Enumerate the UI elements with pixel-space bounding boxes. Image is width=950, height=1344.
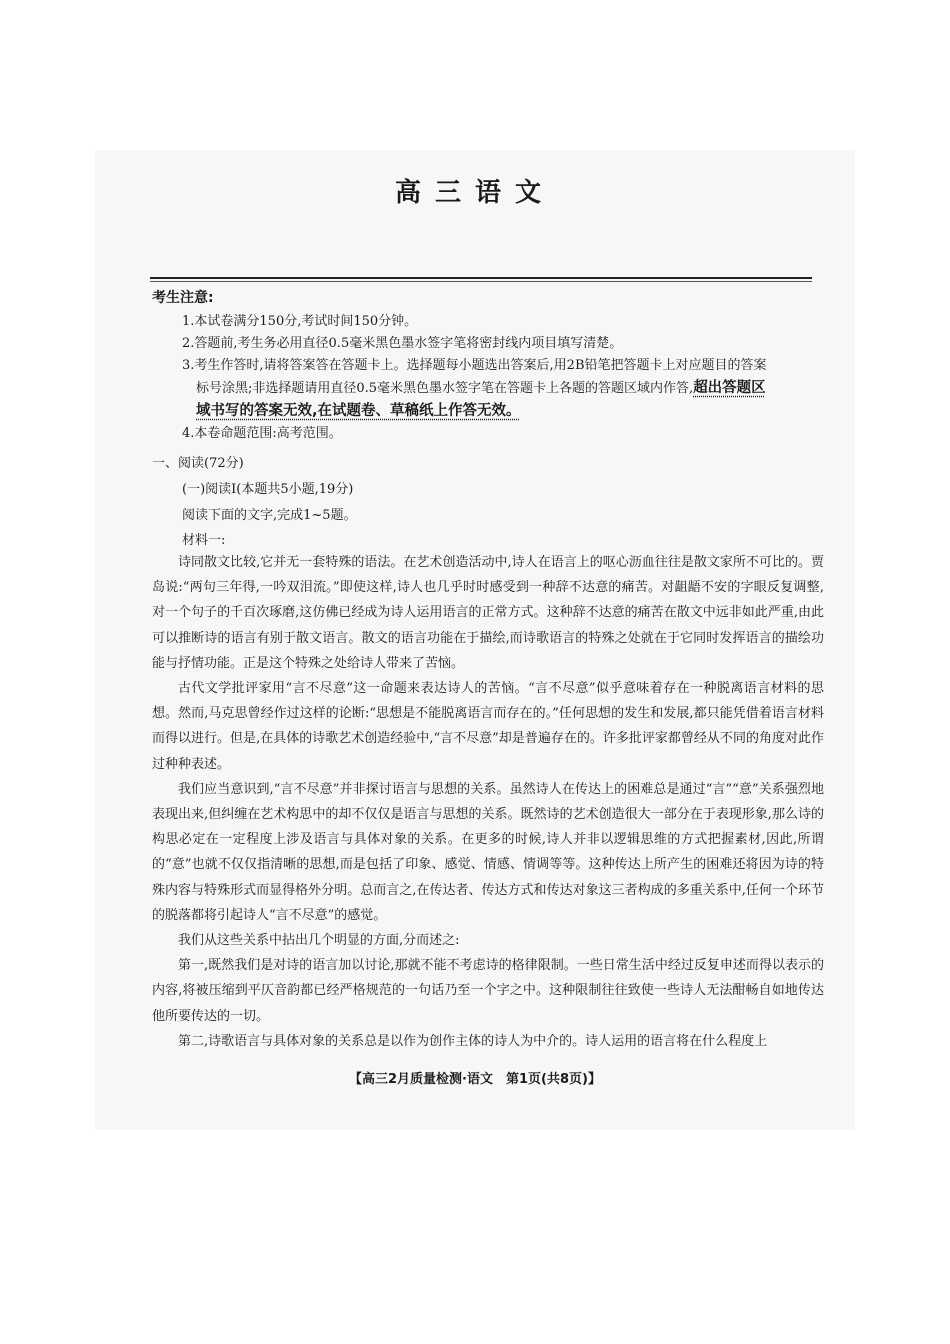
paragraph: 第二,诗歌语言与具体对象的关系总是以作为创作主体的诗人为中介的。诗人运用的语言将在什么程度上 — [178, 1033, 768, 1049]
notice-item: 1.本试卷满分150分,考试时间150分钟。 — [182, 314, 418, 329]
paragraph: 第一,既然我们是对诗的语言加以讨论,那就不能不考虑诗的格律限制。一些日常生活中经过反复申述而得以表示的内容,将被压缩到平仄音韵都已经严格规范的一句话乃至一个字之中。这种限制往往致使一些诗人无法酣畅自如地传达他所要传达的一切。 — [152, 958, 824, 1024]
paragraph: 古代文学批评家用“言不尽意”这一命题来表达诗人的苦恼。“言不尽意”似乎意味着存在一种脱离语言材料的思想。然而,马克思曾经作过这样的论断:“思想是不能脱离语言而存在的。”任何思想的发生和发展,都只能凭借着语言材料而得以进行。但是,在具体的诗歌艺术创造经验中,“言不尽意”却是普遍存在的。许多批评家都曾经从不同的角度对此作过种种表述。 — [152, 681, 824, 772]
exam-notice — [152, 287, 822, 445]
page-title: 高三语文 — [394, 178, 555, 208]
header-rule-thin — [150, 281, 812, 282]
header-rule — [150, 277, 812, 279]
paragraph: 我们从这些关系中拈出几个明显的方面,分而述之: — [178, 933, 460, 949]
notice-item: 3.考生作答时,请将答案答在答题卡上。选择题每小题选出答案后,用2B铅笔把答题卡上对应题目的答案 — [182, 358, 767, 373]
paragraph: 诗同散文比较,它并无一套特殊的语法。在艺术创造活动中,诗人在语言上的呕心沥血往往是散文家所不可比的。贾岛说:“两句三年得,一吟双泪流。”即使这样,诗人也几乎时时感受到一种辞不达意的痛苦。对龃龉不安的字眼反复调整,对一个句子的千百次琢磨,这仿佛已经成为诗人运用语言的正常方式。这种辞不达意的痛苦在散文中远非如此严重,由此可以推断诗的语言有别于散文语言。散文的语言功能在于描绘,而诗歌语言的特殊之处就在于它同时发挥语言的描绘功能与抒情功能。正是这个特殊之处给诗人带来了苦恼。 — [152, 555, 824, 671]
part-heading: (一)阅读Ⅰ(本题共5小题,19分) — [182, 482, 354, 497]
notice-item-continued — [152, 400, 822, 423]
section-heading: 一、阅读(72分) — [152, 456, 244, 471]
notice-item: 4.本卷命题范围:高考范围。 — [182, 426, 342, 441]
notice-item: 2.答题前,考生务必用直径0.5毫米黑色墨水签字笔将密封线内项目填写清楚。 — [182, 336, 623, 351]
page-footer: 【高三2月质量检测·语文 第1页(共8页)】 — [349, 1072, 601, 1087]
notice-heading: 考生注意: — [152, 290, 214, 306]
notice-emphasis: 超出答题区 — [693, 380, 766, 396]
material-label: 材料一: — [182, 533, 226, 548]
paragraph: 我们应当意识到,“言不尽意”并非探讨语言与思想的关系。虽然诗人在传达上的困难总是通过“言”“意”关系强烈地表现出来,但纠缠在艺术构思中的却不仅仅是语言与思想的关系。既然诗的艺术创造很大一部分在于表现形象,那么诗的构思必定在一定程度上涉及语言与具体对象的关系。在更多的时候,诗人并非以逻辑思维的方式把握素材,因此,所谓的“意”也就不仅仅指清晰的思想,而是包括了印象、感觉、情感、情调等等。这种传达上所产生的困难还将因为诗的特殊内容与特殊形式而显得格外分明。总而言之,在传达者、传达方式和传达对象这三者构成的多重关系中,任何一个环节的脱落都将引起诗人“言不尽意”的感觉。 — [152, 781, 824, 923]
reading-passage — [152, 550, 824, 1054]
instruction: 阅读下面的文字,完成1~5题。 — [182, 508, 357, 523]
notice-text: 标号涂黑;非选择题请用直径0.5毫米黑色墨水签字笔在答题卡上各题的答题区域内作答, — [196, 381, 694, 396]
notice-emphasis: 域书写的答案无效,在试题卷、草稿纸上作答无效。 — [196, 403, 521, 419]
notice-item-continued — [152, 377, 822, 400]
